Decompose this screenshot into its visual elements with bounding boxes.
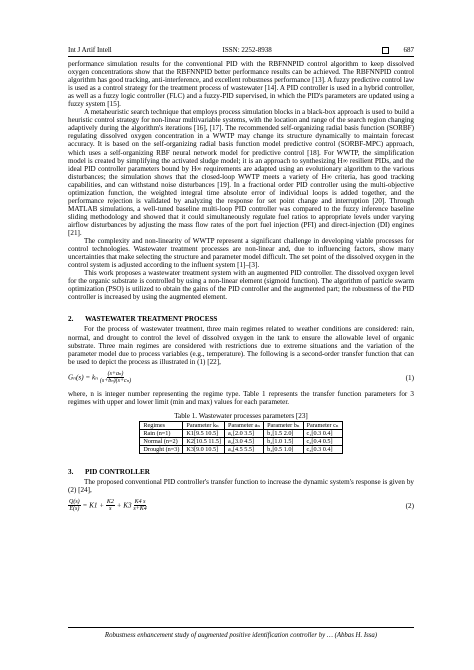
table-cell: b₃[0.5 1.0] — [264, 445, 303, 453]
table-cell: c₂[0.4 0.5] — [303, 437, 342, 445]
eq2-derivative-fraction — [133, 499, 146, 513]
table-cell: c₁[0.3 0.4] — [303, 429, 342, 437]
table-cell: K1[9.5 10.5] — [183, 429, 225, 437]
table-1 — [139, 421, 342, 454]
eq2-lhs-fraction — [68, 499, 81, 513]
table-cell: K3[9.0 10.5] — [183, 445, 225, 453]
eq2-derivative-denominator: s+K4 — [133, 506, 147, 513]
table-header-row — [140, 421, 342, 429]
eq2-integral-denominator: s — [109, 506, 112, 513]
journal-box-icon — [382, 47, 389, 54]
paragraph-7: The proposed conventional PID controller's transfer function to increase the dynamic system's response is given by (2) [24], — [68, 477, 414, 494]
eq2-lhs-numerator: Q(s) — [69, 498, 80, 505]
eq2-integral-numerator: K2 — [106, 498, 114, 505]
eq1-numerator: (s+aₙ) — [107, 370, 124, 377]
section-2-title: WASTEWATER TREATMENT PROCESS — [85, 315, 218, 324]
section-3-title: PID CONTROLLER — [85, 467, 150, 476]
running-footer: Robustness enhancement study of augmented positive identification controller by … (Abbas H. Issa) — [104, 632, 378, 639]
paragraph-5: For the process of wastewater treatment, three main regimes related to weather conditions are considered: rain, normal, and drought to control the level of dissolved oxygen in the tank to ensure the allowable level of organic substrate. Three main regimes are considered with restrictions due to extreme situations and the variation of the parameter model due to process variables (e.g., temperature). The following is a second-order transfer function that can be used to depict the process as illustrated in (1) [22], — [68, 325, 414, 366]
table-row — [140, 445, 342, 453]
eq2-integral-fraction — [106, 499, 115, 513]
equation-2 — [68, 499, 414, 513]
table-cell: K2[10.5 11.5] — [183, 437, 225, 445]
eq1-denominator: (s+bₙ)(s+cₙ) — [99, 378, 132, 385]
paragraph-2: A metaheuristic search technique that employs process simulation blocks in a black-box approach is used to build a heuristic control strategy for non-linear multivariable systems, with the location and range of the search region changing adaptively during the algorithm's iterations [16], [17]. The recommended self-organizing radial basis function (SORBF) regulating dissolved oxygen concentration in a WWTP may change its structure dynamically to maintain forecast accuracy. It is based on the self-organizing radial basis function model predictive control (SORBF-MPC) approach, which uses a self-organizing RBF neural network model for predictive control [18]. For WWTP, the simplification model is created by simplifying the activated sludge model; it is an approach to synthesizing H∞ resilient PIDs, and the ideal PID controller parameters bound by H∞ requirements are adapted using an evolutionary algorithm to the various disturbances; the simulation shows that the closed-loop WWTP meets a variety of H∞ criteria, has good tracking capabilities, and can withstand noise disturbances [19]. In a fractional order PID controller using the multi-objective optimization function, the weighted integral time absolute error of individual loops is added together, and the performance rejection is validated by analyzing the response for set point change and interruption [20]. Through MATLAB simulations, a well-tuned baseline multi-loop PID controller was compared to the fuzzy inference baseline sliding methodology and showed that it could simultaneously regulate fuel ratios to appropriate levels under varying airflow disturbances by adjusting the mass flow rates of the port fuel injection (PFI) and direct-injection (DI) engines [21]. — [68, 108, 414, 237]
table-cell: c₃[0.3 0.4] — [303, 445, 342, 453]
table-header: Parameter kₙ — [183, 421, 225, 429]
header-rule — [68, 56, 414, 57]
table-row — [140, 429, 342, 437]
table-header: Parameter bₙ — [264, 421, 303, 429]
eq2-number: (2) — [405, 501, 414, 510]
running-header — [68, 46, 414, 54]
section-2-heading — [68, 315, 414, 323]
issn: ISSN: 2252-8938 — [222, 46, 272, 54]
section-3-heading — [68, 468, 414, 476]
table-1-caption: Table 1. Wastewater processes parameters [23] — [174, 411, 308, 420]
paragraph-1: performance simulation results for the conventional PID with the RBFNNPID control algorithm to keep dissolved oxygen concentrations show that the RBFNNPID better performance results can be achieved. The RBFNNPID control algorithm has good tracking, anti-interference, and excellent robustness performance [13]. A fuzzy predictive control law is used as a control strategy for the treatment process of wastewater [14]. A PID controller is used in a hybrid controller, as well as a fuzzy logic controller (FLC) and a fuzzy-PID supervised, in which the PID's parameters are updated using a fuzzy system [15]. — [68, 60, 414, 109]
eq2-middle: = K1 + — [82, 501, 105, 510]
eq2-derivative-numerator: K4 s — [134, 498, 146, 505]
table-header: Parameter cₙ — [303, 421, 342, 429]
equation-1 — [68, 371, 414, 385]
eq1-number: (1) — [405, 373, 414, 382]
table-cell: a₃[4.5 5.5] — [225, 445, 264, 453]
table-cell: a₁[2.0 3.5] — [225, 429, 264, 437]
table-cell: Normal (n=2) — [140, 437, 183, 445]
section-3-number: 3. — [68, 467, 74, 476]
paragraph-3: The complexity and non-linearity of WWTP represent a significant challenge in developing viable processes for control technologies. Wastewater treatment processes are non-linear and, due to influencing factors, show many uncertainties that make selecting the structure and parameter model difficult. The set point of the dissolved oxygen in the control system is adjusted according to the influent system [1]–[3]. — [68, 237, 414, 270]
table-cell: Rain (n=1) — [140, 429, 183, 437]
eq1-fraction — [100, 371, 131, 385]
paragraph-4: This work proposes a wastewater treatment system with an augmented PID controller. The dissolved oxygen level for the organic substrate is controlled by using a non-linear element (sigmoid function). The algorithm of particle swarm optimization (PSO) is utilized to obtain the gains of the PID controller and the augmented part; the robustness of the PID controller is increased by using the augmented element. — [68, 269, 414, 302]
table-cell: Drought (n=3) — [140, 445, 183, 453]
eq2-plus: + K3 — [116, 501, 132, 510]
table-header: Parameter aₙ — [225, 421, 264, 429]
page-number: 687 — [403, 46, 414, 54]
table-cell: b₁[1.5 2.0] — [264, 429, 303, 437]
paragraph-6: where, n is integer number representing the regime type. Table 1 represents the transfer function parameters for 3 regimes with upper and lower limit (min and max) values for each parameter. — [68, 389, 414, 406]
table-cell: a₂[3.0 4.5] — [225, 437, 264, 445]
eq1-lhs: Gₙ(s) = kₙ — [68, 373, 99, 382]
body-text — [68, 60, 414, 518]
eq2-lhs-denominator: E(s) — [69, 506, 80, 513]
footer-rule — [68, 627, 414, 628]
table-cell: b₂[1.0 1.5] — [264, 437, 303, 445]
table-row — [140, 437, 342, 445]
section-2-number: 2. — [68, 315, 74, 324]
journal-name: Int J Artif Intell — [68, 46, 112, 54]
table-header: Regimes — [140, 421, 183, 429]
